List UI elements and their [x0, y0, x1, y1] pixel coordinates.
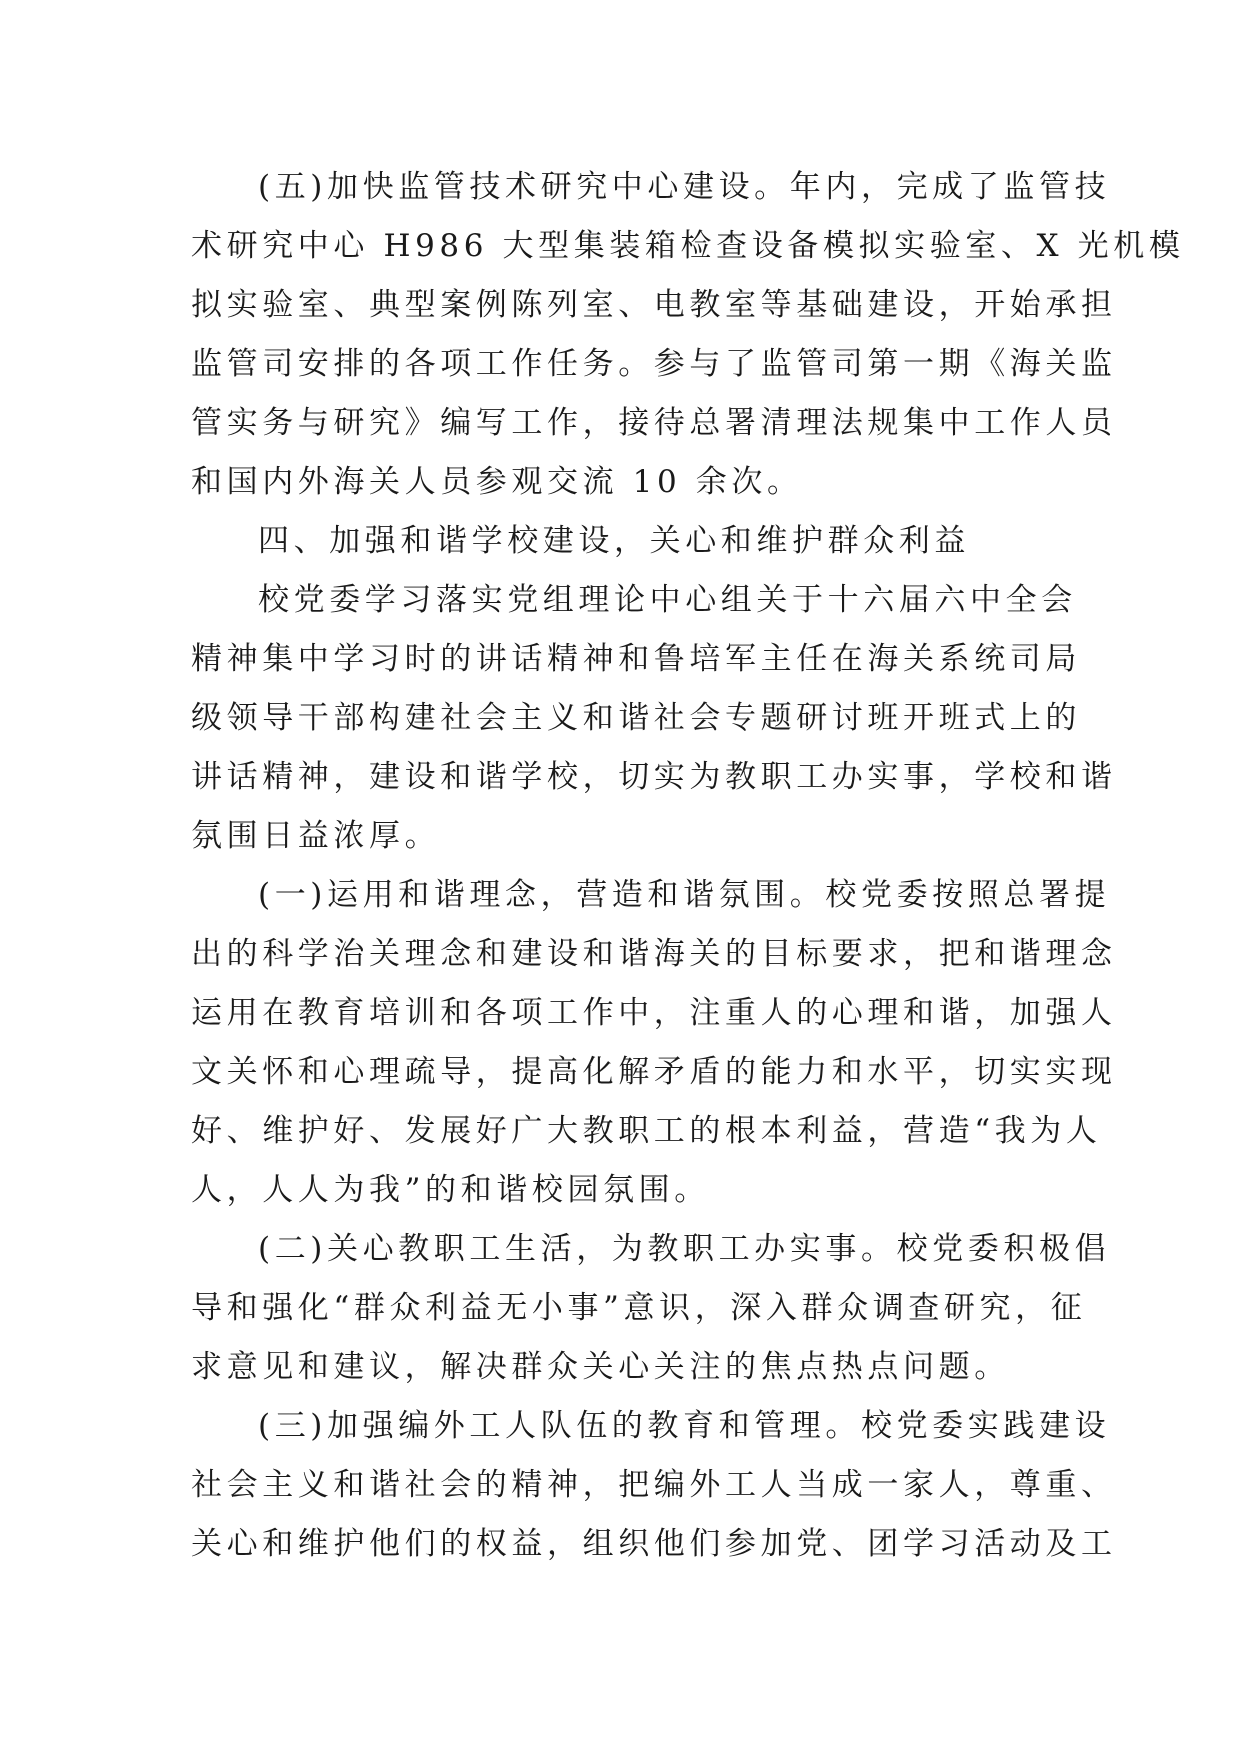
text-line: 拟实验室、典型案例陈列室、电教室等基础建设，开始承担: [191, 287, 1117, 323]
text-line: 精神集中学习时的讲话精神和鲁培军主任在海关系统司局: [191, 641, 1081, 677]
text-line: 氛围日益浓厚。: [191, 818, 441, 854]
text-line: (一)运用和谐理念，营造和谐氛围。校党委按照总署提: [258, 877, 1111, 913]
text-line: 关心和维护他们的权益，组织他们参加党、团学习活动及工: [191, 1526, 1117, 1562]
text-line: 导和强化“群众利益无小事”意识，深入群众调查研究，征: [191, 1290, 1087, 1326]
paragraph-harmonious-school-intro: [191, 571, 1117, 866]
text-line: 出的科学治关理念和建设和谐海关的目标要求，把和谐理念: [191, 936, 1117, 972]
text-line: 术研究中心 H986 大型集装箱检查设备模拟实验室、X 光机模: [191, 228, 1185, 264]
paragraph-harmony-concept: [191, 866, 1117, 1220]
text-line: 和国内外海关人员参观交流 10 余次。: [191, 464, 803, 500]
paragraph-supervision-tech-center: [191, 158, 1185, 512]
section-heading: [191, 512, 1051, 571]
text-line: 管实务与研究》编写工作，接待总署清理法规集中工作人员: [191, 405, 1117, 441]
text-line: 文关怀和心理疏导，提高化解矛盾的能力和水平，切实实现: [191, 1054, 1117, 1090]
text-line: (五)加快监管技术研究中心建设。年内，完成了监管技: [258, 169, 1111, 205]
text-line: 监管司安排的各项工作任务。参与了监管司第一期《海关监: [191, 346, 1117, 382]
text-line: 人，人人为我”的和谐校园氛围。: [191, 1172, 710, 1208]
document-body: [191, 158, 1185, 1574]
paragraph-staff-welfare: [191, 1220, 1111, 1397]
text-line: 讲话精神，建设和谐学校，切实为教职工办实事，学校和谐: [191, 759, 1117, 795]
text-line: 运用在教育培训和各项工作中，注重人的心理和谐，加强人: [191, 995, 1117, 1031]
text-line: 好、维护好、发展好广大教职工的根本利益，营造“我为人: [191, 1113, 1102, 1149]
paragraph-contract-workers: [191, 1397, 1117, 1574]
text-line: 级领导干部构建社会主义和谐社会专题研讨班开班式上的: [191, 700, 1081, 736]
section-heading-text: 四、加强和谐学校建设，关心和维护群众利益: [258, 523, 970, 559]
text-line: (三)加强编外工人队伍的教育和管理。校党委实践建设: [258, 1408, 1111, 1444]
text-line: 社会主义和谐社会的精神，把编外工人当成一家人，尊重、: [191, 1467, 1117, 1503]
text-line: 校党委学习落实党组理论中心组关于十六届六中全会: [258, 582, 1077, 618]
text-line: 求意见和建议，解决群众关心关注的焦点热点问题。: [191, 1349, 1010, 1385]
text-line: (二)关心教职工生活，为教职工办实事。校党委积极倡: [258, 1231, 1111, 1267]
